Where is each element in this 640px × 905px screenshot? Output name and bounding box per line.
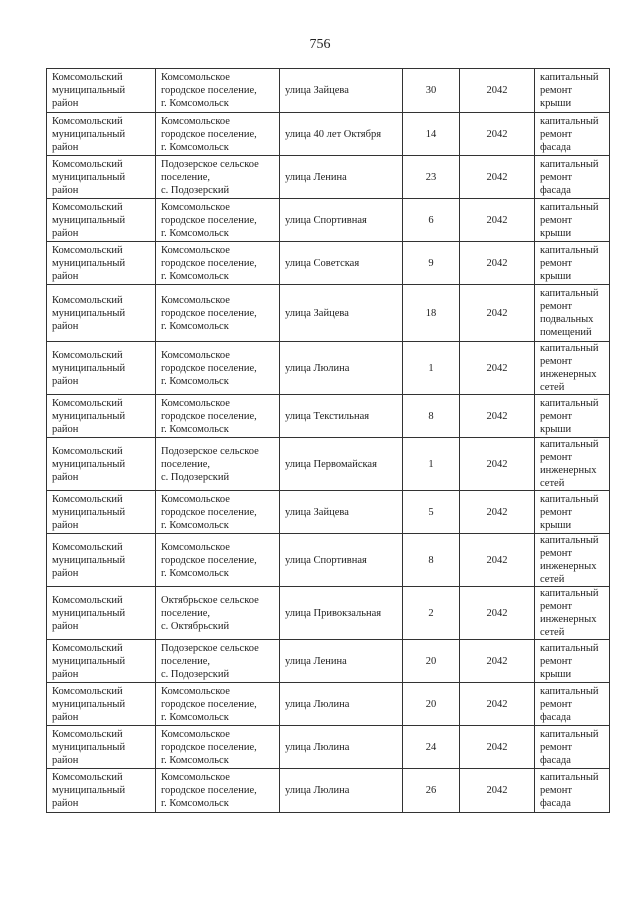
settlement-cell: Комсомольское городское поселение, г. Комсомольск — [156, 395, 280, 438]
year-cell: 2042 — [460, 769, 535, 813]
district-cell: Комсомольский муниципальный район — [47, 242, 156, 285]
street-cell: улица Ленина — [280, 156, 403, 199]
street-cell: улица 40 лет Октября — [280, 113, 403, 156]
work-type-cell: капитальный ремонт крыши — [535, 491, 610, 534]
house-number-cell: 24 — [403, 726, 460, 769]
street-cell: улица Первомайская — [280, 438, 403, 491]
year-cell: 2042 — [460, 395, 535, 438]
settlement-cell: Комсомольское городское поселение, г. Комсомольск — [156, 69, 280, 113]
house-number-cell: 6 — [403, 199, 460, 242]
repair-schedule-table — [46, 68, 610, 813]
district-cell: Комсомольский муниципальный район — [47, 395, 156, 438]
district-cell: Комсомольский муниципальный район — [47, 587, 156, 640]
settlement-cell: Комсомольское городское поселение, г. Комсомольск — [156, 113, 280, 156]
work-type-cell: капитальный ремонт инженерных сетей — [535, 342, 610, 395]
street-cell: улица Люлина — [280, 769, 403, 813]
work-type-cell: капитальный ремонт крыши — [535, 242, 610, 285]
table-row — [47, 587, 610, 640]
street-cell: улица Привокзальная — [280, 587, 403, 640]
work-type-cell: капитальный ремонт крыши — [535, 199, 610, 242]
year-cell: 2042 — [460, 683, 535, 726]
table-row — [47, 342, 610, 395]
table-row — [47, 69, 610, 113]
house-number-cell: 2 — [403, 587, 460, 640]
district-cell: Комсомольский муниципальный район — [47, 342, 156, 395]
settlement-cell: Комсомольское городское поселение, г. Комсомольск — [156, 726, 280, 769]
house-number-cell: 14 — [403, 113, 460, 156]
settlement-cell: Комсомольское городское поселение, г. Комсомольск — [156, 199, 280, 242]
year-cell: 2042 — [460, 69, 535, 113]
year-cell: 2042 — [460, 113, 535, 156]
year-cell: 2042 — [460, 640, 535, 683]
settlement-cell: Комсомольское городское поселение, г. Комсомольск — [156, 342, 280, 395]
table-row — [47, 156, 610, 199]
table-row — [47, 438, 610, 491]
district-cell: Комсомольский муниципальный район — [47, 491, 156, 534]
house-number-cell: 26 — [403, 769, 460, 813]
table-row — [47, 683, 610, 726]
street-cell: улица Зайцева — [280, 285, 403, 342]
settlement-cell: Комсомольское городское поселение, г. Комсомольск — [156, 683, 280, 726]
work-type-cell: капитальный ремонт фасада — [535, 726, 610, 769]
work-type-cell: капитальный ремонт крыши — [535, 69, 610, 113]
house-number-cell: 20 — [403, 683, 460, 726]
settlement-cell: Комсомольское городское поселение, г. Комсомольск — [156, 769, 280, 813]
table-row — [47, 113, 610, 156]
district-cell: Комсомольский муниципальный район — [47, 156, 156, 199]
street-cell: улица Ленина — [280, 640, 403, 683]
year-cell: 2042 — [460, 726, 535, 769]
settlement-cell: Подозерское сельское поселение, с. Подозерский — [156, 156, 280, 199]
table-row — [47, 242, 610, 285]
district-cell: Комсомольский муниципальный район — [47, 438, 156, 491]
work-type-cell: капитальный ремонт подвальных помещений — [535, 285, 610, 342]
district-cell: Комсомольский муниципальный район — [47, 769, 156, 813]
page-number: 756 — [309, 37, 331, 52]
table-row — [47, 199, 610, 242]
district-cell: Комсомольский муниципальный район — [47, 683, 156, 726]
house-number-cell: 1 — [403, 342, 460, 395]
district-cell: Комсомольский муниципальный район — [47, 199, 156, 242]
house-number-cell: 8 — [403, 534, 460, 587]
street-cell: улица Люлина — [280, 683, 403, 726]
work-type-cell: капитальный ремонт фасада — [535, 683, 610, 726]
table-row — [47, 726, 610, 769]
settlement-cell: Комсомольское городское поселение, г. Комсомольск — [156, 491, 280, 534]
table-row — [47, 640, 610, 683]
house-number-cell: 18 — [403, 285, 460, 342]
settlement-cell: Октябрьское сельское поселение, с. Октябрьский — [156, 587, 280, 640]
year-cell: 2042 — [460, 534, 535, 587]
year-cell: 2042 — [460, 199, 535, 242]
year-cell: 2042 — [460, 342, 535, 395]
street-cell: улица Советская — [280, 242, 403, 285]
work-type-cell: капитальный ремонт крыши — [535, 640, 610, 683]
house-number-cell: 30 — [403, 69, 460, 113]
year-cell: 2042 — [460, 285, 535, 342]
street-cell: улица Текстильная — [280, 395, 403, 438]
settlement-cell: Комсомольское городское поселение, г. Комсомольск — [156, 285, 280, 342]
house-number-cell: 23 — [403, 156, 460, 199]
year-cell: 2042 — [460, 438, 535, 491]
work-type-cell: капитальный ремонт инженерных сетей — [535, 438, 610, 491]
street-cell: улица Люлина — [280, 342, 403, 395]
district-cell: Комсомольский муниципальный район — [47, 726, 156, 769]
street-cell: улица Спортивная — [280, 199, 403, 242]
table-row — [47, 769, 610, 813]
district-cell: Комсомольский муниципальный район — [47, 640, 156, 683]
street-cell: улица Спортивная — [280, 534, 403, 587]
settlement-cell: Комсомольское городское поселение, г. Комсомольск — [156, 534, 280, 587]
year-cell: 2042 — [460, 242, 535, 285]
work-type-cell: капитальный ремонт фасада — [535, 769, 610, 813]
year-cell: 2042 — [460, 587, 535, 640]
table-row — [47, 395, 610, 438]
house-number-cell: 8 — [403, 395, 460, 438]
settlement-cell: Подозерское сельское поселение, с. Подозерский — [156, 438, 280, 491]
house-number-cell: 5 — [403, 491, 460, 534]
year-cell: 2042 — [460, 491, 535, 534]
table-row — [47, 491, 610, 534]
street-cell: улица Зайцева — [280, 491, 403, 534]
settlement-cell: Комсомольское городское поселение, г. Комсомольск — [156, 242, 280, 285]
settlement-cell: Подозерское сельское поселение, с. Подозерский — [156, 640, 280, 683]
work-type-cell: капитальный ремонт крыши — [535, 395, 610, 438]
work-type-cell: капитальный ремонт инженерных сетей — [535, 534, 610, 587]
district-cell: Комсомольский муниципальный район — [47, 113, 156, 156]
district-cell: Комсомольский муниципальный район — [47, 534, 156, 587]
work-type-cell: капитальный ремонт фасада — [535, 156, 610, 199]
table-row — [47, 285, 610, 342]
house-number-cell: 9 — [403, 242, 460, 285]
street-cell: улица Зайцева — [280, 69, 403, 113]
table-row — [47, 534, 610, 587]
district-cell: Комсомольский муниципальный район — [47, 285, 156, 342]
year-cell: 2042 — [460, 156, 535, 199]
work-type-cell: капитальный ремонт фасада — [535, 113, 610, 156]
street-cell: улица Люлина — [280, 726, 403, 769]
work-type-cell: капитальный ремонт инженерных сетей — [535, 587, 610, 640]
district-cell: Комсомольский муниципальный район — [47, 69, 156, 113]
house-number-cell: 20 — [403, 640, 460, 683]
house-number-cell: 1 — [403, 438, 460, 491]
